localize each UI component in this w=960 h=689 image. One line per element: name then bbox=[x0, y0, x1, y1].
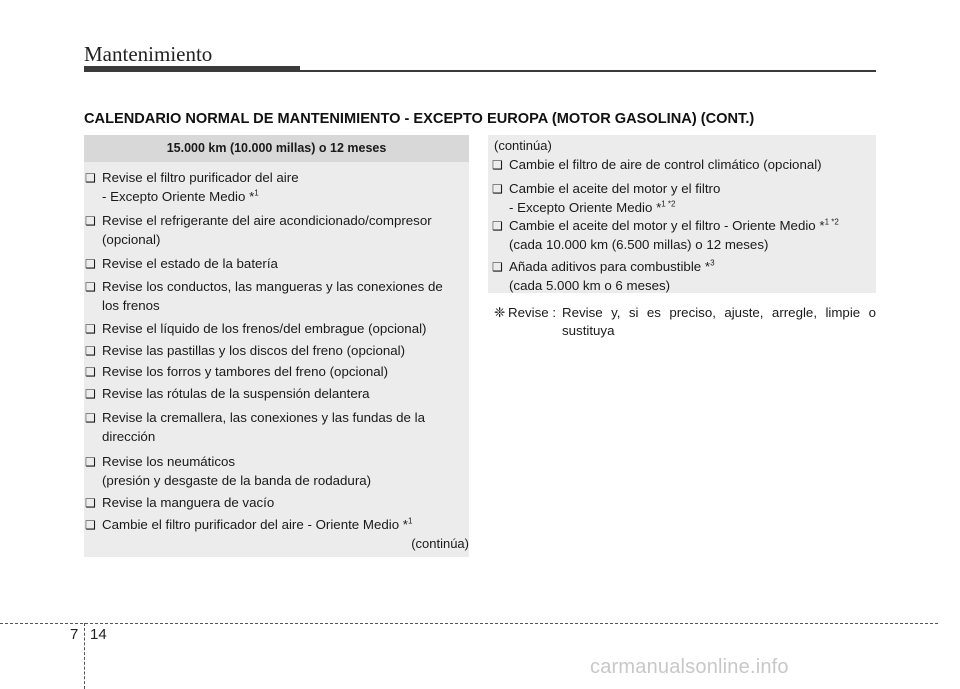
watermark: carmanualsonline.info bbox=[590, 656, 789, 678]
item-text: Cambie el aceite del motor y el filtro - Oriente Medio * bbox=[509, 218, 825, 233]
item-text: Revise la manguera de vacío bbox=[102, 495, 275, 510]
item-subtext: los frenos bbox=[102, 297, 160, 313]
item-subtext: - Excepto Oriente Medio * bbox=[509, 199, 662, 215]
item-subtext: (presión y desgaste de la banda de rodadura) bbox=[102, 472, 372, 488]
checkbox-icon: ❑ bbox=[85, 496, 96, 510]
header-rule-thick bbox=[84, 66, 300, 72]
page-number: 14 bbox=[90, 626, 107, 643]
footer-dashed-divider bbox=[84, 623, 85, 689]
footnote-ref: 1 *2 bbox=[661, 199, 676, 209]
note-mark-icon: ❈ bbox=[494, 305, 506, 320]
checkbox-icon: ❑ bbox=[85, 344, 96, 358]
checkbox-icon: ❑ bbox=[492, 219, 503, 233]
note-label: Revise : bbox=[508, 305, 557, 320]
footnote-ref: 3 bbox=[710, 258, 715, 268]
note-text: Revise y, si es preciso, ajuste, arregle, limpie o sustituya bbox=[562, 305, 876, 338]
footnote-ref: 1 bbox=[254, 188, 259, 198]
item-text: Revise el refrigerante del aire acondicionado/compresor bbox=[102, 213, 432, 228]
left-item bbox=[85, 320, 426, 339]
left-item bbox=[85, 409, 425, 445]
checkbox-icon: ❑ bbox=[492, 158, 503, 172]
legend-note bbox=[494, 304, 876, 339]
left-item bbox=[85, 342, 405, 361]
item-text: Revise el estado de la batería bbox=[102, 256, 278, 271]
header-rule-thin bbox=[300, 70, 876, 72]
left-item bbox=[85, 169, 299, 205]
continued-label: (continúa) bbox=[494, 138, 552, 153]
item-text: Revise el líquido de los frenos/del embrague (opcional) bbox=[102, 321, 427, 336]
item-text: Cambie el filtro purificador del aire - Oriente Medio * bbox=[102, 517, 408, 532]
checkbox-icon: ❑ bbox=[492, 182, 503, 196]
item-subtext: (cada 10.000 km (6.500 millas) o 12 meses) bbox=[509, 236, 769, 252]
item-text: Revise los neumáticos bbox=[102, 454, 236, 469]
right-item bbox=[492, 217, 839, 253]
item-text: Cambie el aceite del motor y el filtro bbox=[509, 181, 721, 196]
item-text: Revise las pastillas y los discos del freno (opcional) bbox=[102, 343, 406, 358]
item-text: Cambie el filtro de aire de control climático (opcional) bbox=[509, 157, 822, 172]
interval-heading: 15.000 km (10.000 millas) o 12 meses bbox=[84, 135, 469, 162]
right-item bbox=[492, 258, 715, 294]
right-item bbox=[492, 156, 822, 175]
checkbox-icon: ❑ bbox=[85, 455, 96, 469]
item-text: Revise la cremallera, las conexiones y las fundas de la bbox=[102, 410, 425, 425]
checkbox-icon: ❑ bbox=[85, 518, 96, 532]
chapter-number: 7 bbox=[70, 626, 79, 643]
checkbox-icon: ❑ bbox=[85, 171, 96, 185]
section-title: CALENDARIO NORMAL DE MANTENIMIENTO - EXCEPTO EUROPA (MOTOR GASOLINA) (CONT.) bbox=[84, 111, 755, 127]
item-subtext: - Excepto Oriente Medio * bbox=[102, 188, 255, 204]
left-item bbox=[85, 385, 370, 404]
footnote-ref: 1 bbox=[407, 516, 413, 526]
footnote-ref: 1 *2 bbox=[824, 217, 839, 227]
checkbox-icon: ❑ bbox=[85, 387, 96, 401]
checkbox-icon: ❑ bbox=[85, 257, 96, 271]
checkbox-icon: ❑ bbox=[85, 365, 96, 379]
page-header-title: Mantenimiento bbox=[84, 42, 213, 66]
continues-label: (continúa) bbox=[411, 536, 469, 551]
left-item bbox=[85, 494, 274, 513]
left-item bbox=[85, 363, 388, 382]
left-item bbox=[85, 278, 443, 314]
right-item bbox=[492, 180, 720, 216]
checkbox-icon: ❑ bbox=[85, 322, 96, 336]
left-item bbox=[85, 255, 278, 274]
item-text: Revise los forros y tambores del freno (opcional) bbox=[102, 364, 389, 379]
left-item bbox=[85, 453, 371, 489]
item-text: Revise los conductos, las mangueras y las conexiones de bbox=[102, 279, 443, 294]
item-text: Añada aditivos para combustible * bbox=[509, 259, 711, 274]
footer-dashed-line bbox=[0, 623, 938, 624]
checkbox-icon: ❑ bbox=[85, 214, 96, 228]
left-item bbox=[85, 212, 432, 248]
checkbox-icon: ❑ bbox=[85, 280, 96, 294]
item-subtext: (cada 5.000 km o 6 meses) bbox=[509, 277, 671, 293]
item-subtext: (opcional) bbox=[102, 231, 161, 247]
item-text: Revise el filtro purificador del aire bbox=[102, 170, 299, 185]
left-item bbox=[85, 516, 412, 535]
item-text: Revise las rótulas de la suspensión delantera bbox=[102, 386, 370, 401]
checkbox-icon: ❑ bbox=[492, 260, 503, 274]
checkbox-icon: ❑ bbox=[85, 411, 96, 425]
item-subtext: dirección bbox=[102, 428, 156, 444]
